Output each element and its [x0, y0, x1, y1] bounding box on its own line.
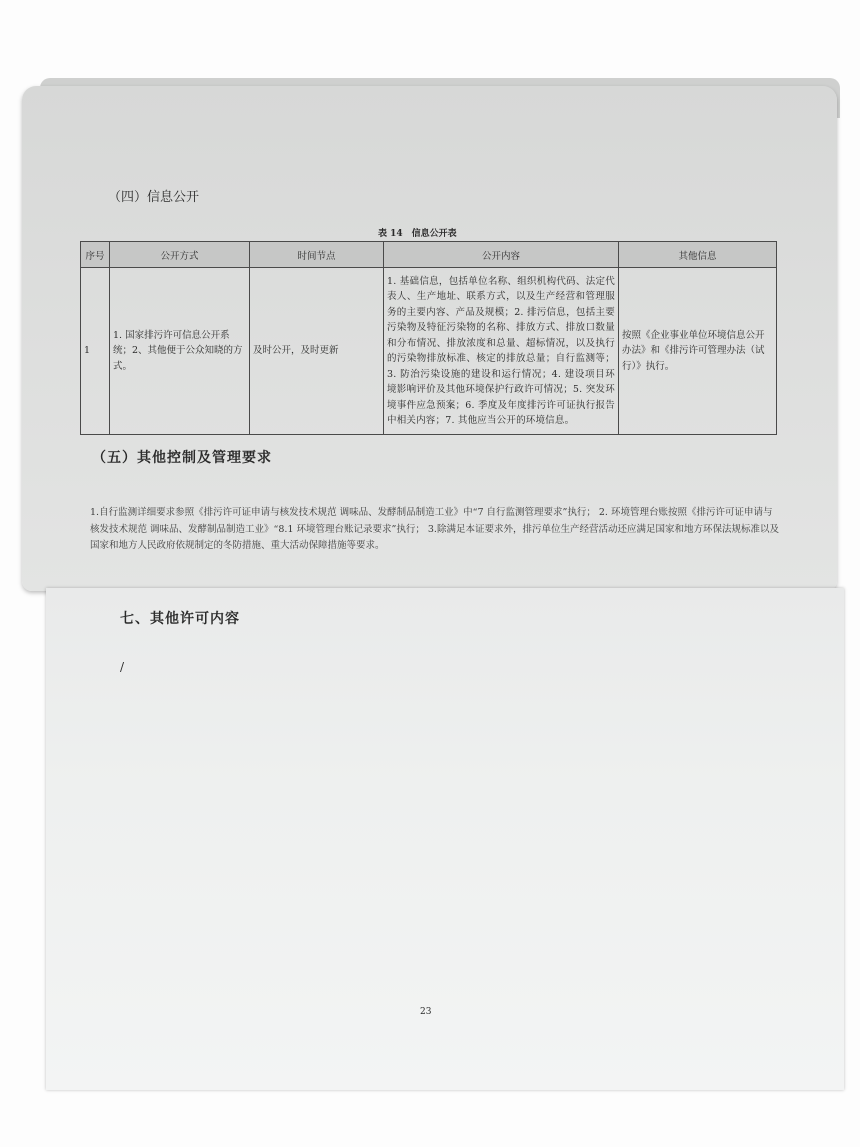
table-caption: 表 14 信息公开表 [378, 229, 457, 239]
cell-other: 按照《企业事业单位环境信息公开办法》和《排污许可管理办法（试行）》执行。 [619, 268, 777, 435]
section-5-title: （五）其他控制及管理要求 [92, 450, 272, 466]
cell-method: 1. 国家排污许可信息公开系统；2、其他便于公众知晓的方式。 [110, 268, 250, 435]
section-4-title: （四）信息公开 [108, 190, 200, 205]
section-5-paragraph: 1.自行监测详细要求参照《排污许可证申请与核发技术规范 调味品、发酵制品制造工业》中“7 自行监测管理要求”执行； 2. 环境管理台账按照《排污许可证申请与核发技术规范 调味品、发酵制品制造工业》“8.1 环境管理台账记录要求”执行； 3.除满足本证要求外，排污单位生产经营活动还应满足国家和地方环保法规标准以及国家和地方人民政府依规制定的冬防措施、重大活动保障措施等要求。 [90, 507, 779, 551]
info-disclosure-table [80, 241, 777, 435]
cell-content: 1. 基础信息，包括单位名称、组织机构代码、法定代表人、生产地址、联系方式，以及生产经营和管理服务的主要内容、产品及规模；2. 排污信息，包括主要污染物及特征污染物的名称、排放方式、排放口数量和分布情况、排放浓度和总量、超标情况，以及执行的污染物排放标准、核定的排放总量；自行监测等；3. 防治污染设施的建设和运行情况；4. 建设项目环境影响评价及其他环境保护行政许可情况；5. 突发环境事件应急预案；6. 季度及年度排污许可证执行报告中相关内容；7. 其他应当公开的环境信息。 [384, 268, 619, 435]
header-index: 序号 [81, 242, 110, 268]
table-header-row [81, 242, 777, 268]
header-other: 其他信息 [619, 242, 777, 268]
header-timing: 时间节点 [250, 242, 384, 268]
table-row [81, 268, 777, 435]
page-number: 23 [420, 1007, 432, 1017]
cell-index: 1 [81, 268, 110, 435]
header-method: 公开方式 [110, 242, 250, 268]
cell-timing: 及时公开，及时更新 [250, 268, 384, 435]
section-7-title: 七、其他许可内容 [120, 611, 240, 627]
section-7-content: / [120, 660, 125, 674]
header-content: 公开内容 [384, 242, 619, 268]
lower-page [46, 588, 844, 1090]
